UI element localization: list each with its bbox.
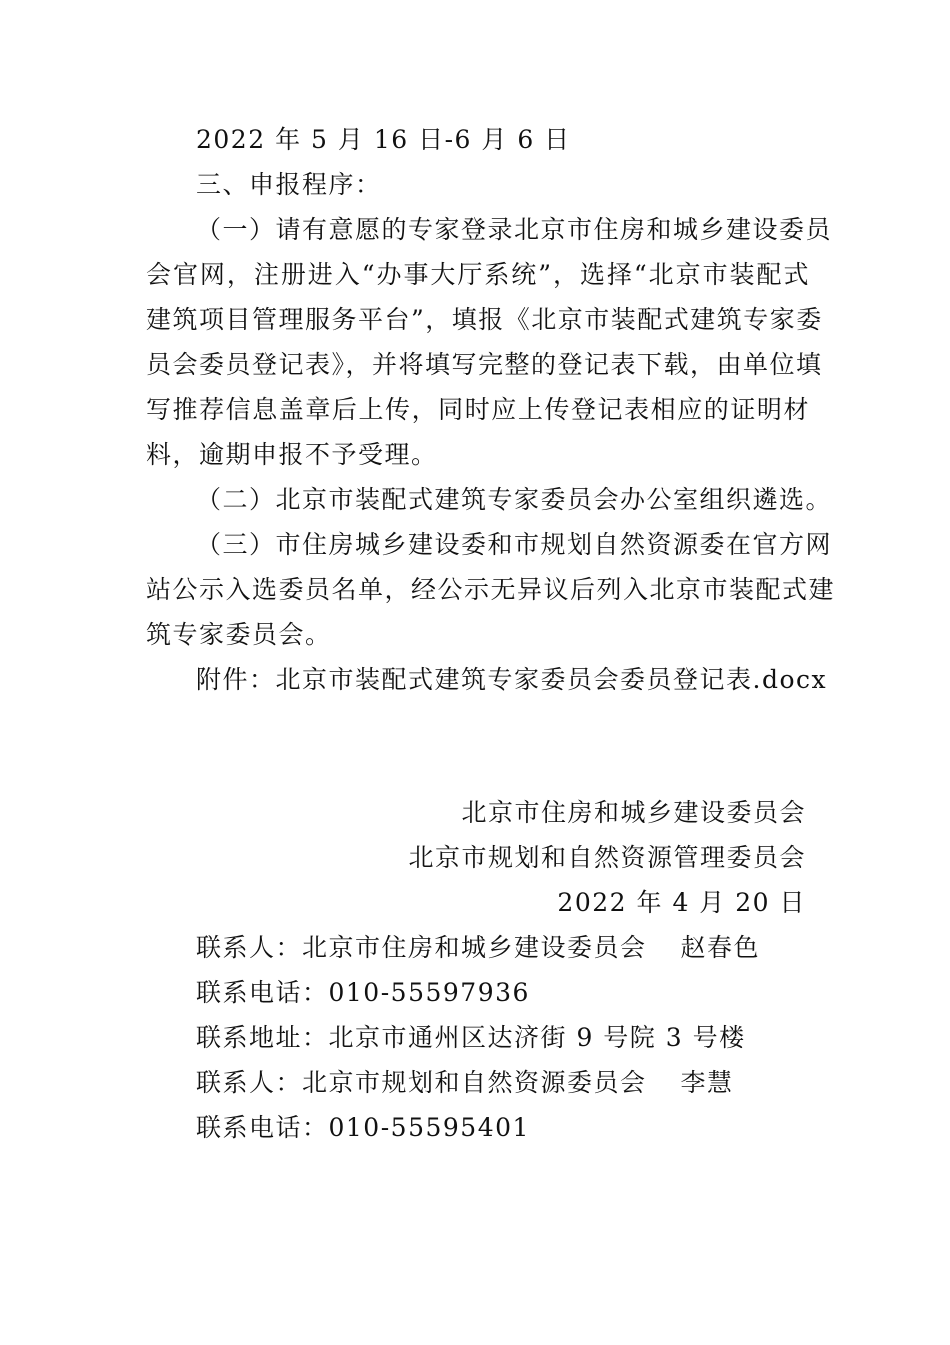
contact-phone-1: 联系电话：010-55597936: [196, 978, 530, 1007]
step1-line-4: 员会委员登记表》，并将填写完整的登记表下载，由单位填: [146, 350, 823, 379]
contact1-name: 赵春色: [680, 933, 761, 962]
contact-row-2: [196, 1066, 734, 1100]
contact1-label: 联系人：北京市住房和城乡建设委员会: [196, 933, 647, 962]
attachment-line: 附件：北京市装配式建筑专家委员会委员登记表.docx: [196, 665, 828, 694]
step1-line-6: 料，逾期申报不予受理。: [146, 440, 438, 469]
step3-line-2: 站公示入选委员名单，经公示无异议后列入北京市装配式建: [146, 575, 836, 604]
step1-line-3: 建筑项目管理服务平台”，填报《北京市装配式建筑专家委: [146, 305, 823, 334]
date-range: 2022 年 5 月 16 日-6 月 6 日: [196, 125, 571, 154]
contact-address: 联系地址：北京市通州区达济街 9 号院 3 号楼: [196, 1023, 746, 1052]
step2-paragraph: （二）北京市装配式建筑专家委员会办公室组织遴选。: [196, 485, 833, 514]
step3-line-1: （三）市住房城乡建设委和市规划自然资源委在官方网: [196, 530, 833, 559]
step3-line-3: 筑专家委员会。: [146, 620, 332, 649]
step1-line-1: （一）请有意愿的专家登录北京市住房和城乡建设委员: [196, 215, 833, 244]
step1-line-2: 会官网，注册进入“办事大厅系统”，选择“北京市装配式: [146, 260, 810, 289]
signature-date: 2022 年 4 月 20 日: [557, 888, 806, 917]
contact-row-1: [196, 931, 760, 965]
contact2-name: 李慧: [680, 1068, 734, 1097]
issuer-housing-commission: 北京市住房和城乡建设委员会: [461, 798, 806, 827]
contact2-label: 联系人：北京市规划和自然资源委员会: [196, 1068, 647, 1097]
issuer-planning-commission: 北京市规划和自然资源管理委员会: [408, 843, 806, 872]
step1-line-5: 写推荐信息盖章后上传，同时应上传登记表相应的证明材: [146, 395, 810, 424]
section-heading: 三、申报程序：: [196, 170, 382, 199]
contact-phone-2: 联系电话：010-55595401: [196, 1113, 530, 1142]
